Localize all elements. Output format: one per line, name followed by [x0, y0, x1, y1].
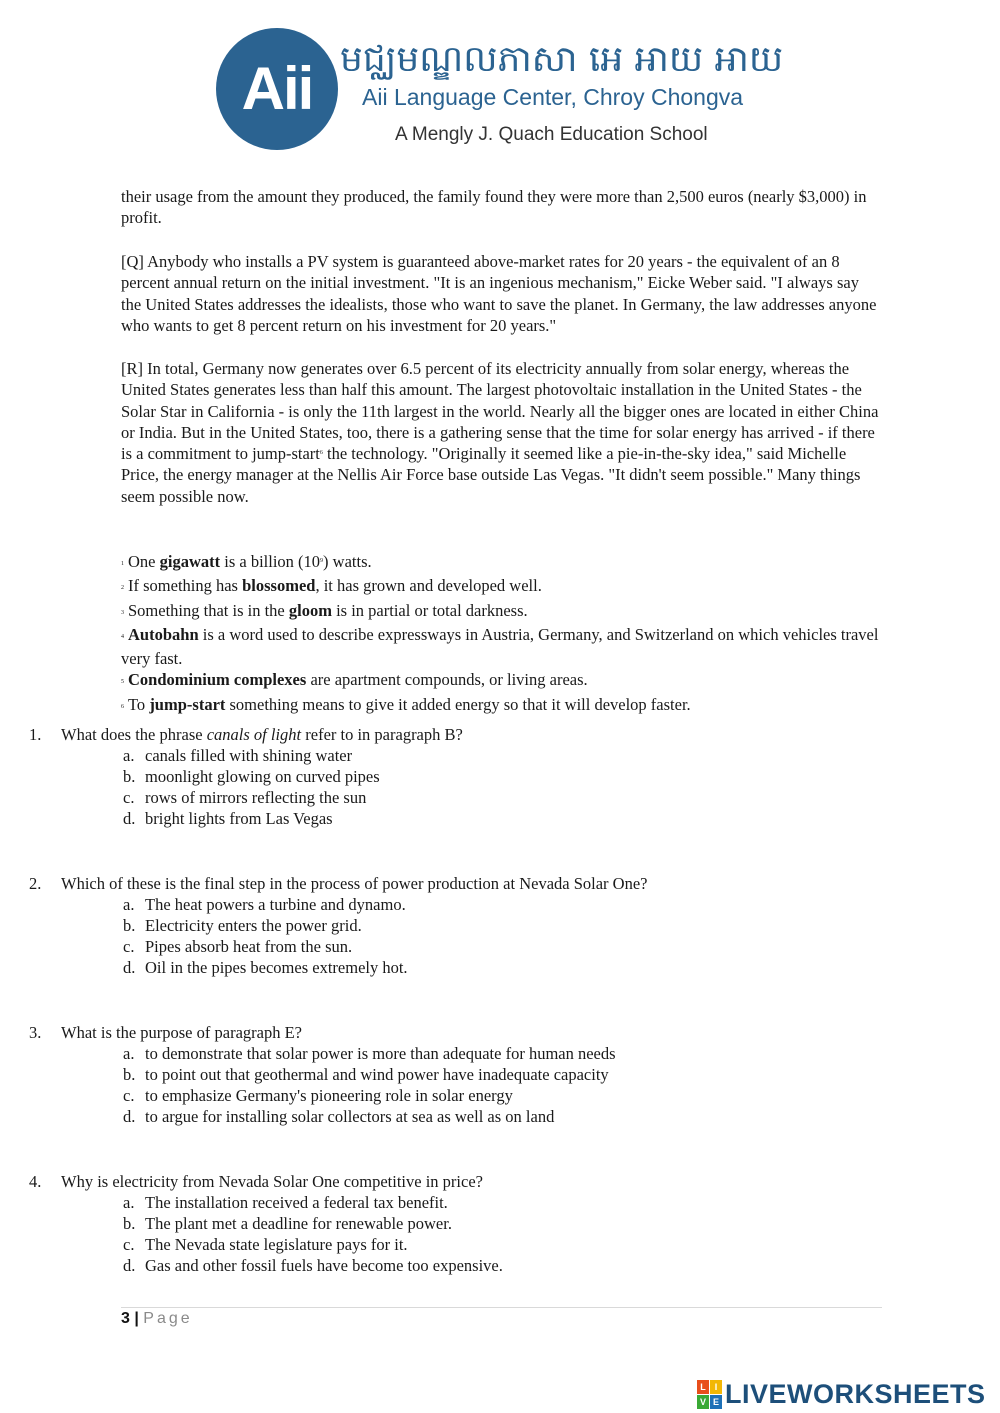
- option-letter: d.: [123, 809, 136, 828]
- answer-option[interactable]: [123, 1234, 929, 1255]
- question-3: [29, 1022, 929, 1127]
- footnote: [121, 694, 881, 718]
- footnote-number: 2: [121, 585, 124, 592]
- footnote-text: is in partial or total darkness.: [331, 600, 528, 620]
- footer-divider: [121, 1307, 882, 1308]
- option-letter: d.: [123, 1107, 136, 1126]
- question-text: Why is electricity from Nevada Solar One competitive in price?: [61, 1172, 483, 1191]
- answer-option[interactable]: [123, 766, 929, 787]
- footnote-number: 3: [121, 609, 124, 616]
- footnote-text: One: [128, 552, 160, 571]
- option-text: to emphasize Germany's pioneering role in solar energy: [145, 1086, 513, 1105]
- question-text: What is the purpose of paragraph E?: [61, 1023, 302, 1042]
- footnote-text: are apartment compounds, or living areas.: [306, 670, 588, 690]
- answer-options: [29, 1043, 929, 1127]
- footnote: [121, 575, 881, 599]
- option-letter: b.: [123, 767, 136, 786]
- option-letter: b.: [123, 1065, 136, 1084]
- footnotes: [121, 551, 881, 718]
- answer-options: [29, 1192, 929, 1276]
- footnote: [121, 669, 881, 693]
- answer-option[interactable]: [123, 894, 929, 915]
- footnote-number: 1: [121, 561, 124, 567]
- question-text: Which of these is the final step in the process of power production at Nevada Solar One?: [61, 874, 648, 893]
- answer-option[interactable]: [123, 745, 929, 766]
- footnote-term: Condominium complexes: [128, 670, 307, 690]
- footnote: [121, 600, 881, 624]
- answer-option[interactable]: [123, 1213, 929, 1234]
- paragraph-text: [Q] Anybody who installs a PV system is guaranteed above-market rates for 20 years - the equivalent of an 8 percent annual return on the initial investment. "It is an ingenious mechanism," Eicke Weber said. "I always say the United States addresses the idealists, those who want to save the planet. In Germany, the law addresses anyone who wants to get 8 percent return on his investment for 20 years.": [121, 252, 877, 335]
- footnote-number: 5: [121, 679, 124, 686]
- page-number: [121, 1310, 193, 1328]
- watermark-text: LIVEWORKSHEETS: [725, 1378, 986, 1409]
- question-text: refer to in paragraph B?: [301, 725, 463, 744]
- option-text: Oil in the pipes becomes extremely hot.: [145, 958, 408, 977]
- footnote-term: jump-start: [149, 694, 226, 714]
- option-letter: c.: [123, 1235, 135, 1254]
- logo-tile: E: [710, 1395, 722, 1409]
- footnote-text: something means to give it added energy so that it will develop faster.: [225, 694, 691, 714]
- khmer-school-name: មជ្ឈមណ្ឌលភាសា អេ អាយ អាយ: [340, 39, 784, 80]
- answer-option[interactable]: [123, 915, 929, 936]
- option-text: The installation received a federal tax benefit.: [145, 1193, 448, 1212]
- question-number: 3.: [29, 1023, 42, 1042]
- option-letter: a.: [123, 1193, 135, 1212]
- footnote-text: is a word used to describe expressways in Austria, Germany, and Switzerland on which vehicles travel very fast.: [121, 624, 879, 669]
- footnote-term: blossomed: [242, 576, 316, 596]
- answer-option[interactable]: [123, 1106, 929, 1127]
- option-text: The heat powers a turbine and dynamo.: [145, 895, 406, 914]
- footnote-number: 4: [121, 633, 124, 640]
- school-logo: [216, 28, 338, 150]
- footnote-number: 6: [121, 703, 124, 710]
- option-text: Electricity enters the power grid.: [145, 916, 362, 935]
- question-phrase: canals of light: [206, 725, 302, 744]
- footnote-text: Something that is in the: [128, 600, 289, 620]
- question-stem: [29, 873, 929, 894]
- option-text: rows of mirrors reflecting the sun: [145, 788, 367, 807]
- answer-option[interactable]: [123, 1064, 929, 1085]
- question-stem: [29, 1171, 929, 1192]
- question-4: [29, 1171, 929, 1276]
- question-stem: [29, 724, 929, 745]
- answer-options: [29, 745, 929, 829]
- paragraph-text: their usage from the amount they produced, the family found they were more than 2,500 euros (nearly $3,000) in profit.: [121, 187, 867, 228]
- question-2: [29, 873, 929, 978]
- footnote-text: ) watts.: [323, 552, 372, 571]
- option-letter: b.: [123, 1214, 136, 1233]
- footnote-term: Autobahn: [128, 624, 199, 644]
- footnote-term: gigawatt: [159, 552, 221, 571]
- footnote-reference: 6: [319, 450, 323, 457]
- paragraph-text: [121, 358, 881, 507]
- answer-option[interactable]: [123, 1085, 929, 1106]
- paragraph-q: [121, 251, 881, 336]
- answer-option[interactable]: [123, 1192, 929, 1213]
- logo-text: Aii: [241, 55, 313, 122]
- page-separator: |: [134, 1310, 139, 1327]
- option-text: bright lights from Las Vegas: [145, 809, 333, 828]
- option-text: to argue for installing solar collectors at sea as well as on land: [145, 1107, 555, 1126]
- logo-tile: V: [697, 1395, 709, 1409]
- paragraph-text-part: the technology. "Originally it seemed like a pie-in-the-sky idea," said Michelle Price, the energy manager at the Nellis Air Force base outside Las Vegas. "It didn't seem possible." Many things seem possible now.: [121, 444, 861, 506]
- question-1: [29, 724, 929, 829]
- footnote-text: To: [128, 694, 150, 714]
- answer-options: [29, 894, 929, 978]
- question-stem: [29, 1022, 929, 1043]
- option-text: Gas and other fossil fuels have become too expensive.: [145, 1256, 503, 1275]
- option-letter: a.: [123, 1044, 135, 1063]
- liveworksheets-watermark: [697, 1376, 986, 1412]
- option-text: Pipes absorb heat from the sun.: [145, 937, 353, 956]
- answer-option[interactable]: [123, 1255, 929, 1276]
- answer-option[interactable]: [123, 787, 929, 808]
- question-number: 2.: [29, 874, 42, 893]
- question-text: What does the phrase: [61, 725, 207, 744]
- option-text: moonlight glowing on curved pipes: [145, 767, 380, 786]
- paragraph-r: [121, 358, 881, 507]
- answer-option[interactable]: [123, 1043, 929, 1064]
- option-text: to point out that geothermal and wind power have inadequate capacity: [145, 1065, 609, 1084]
- answer-option[interactable]: [123, 957, 929, 978]
- option-text: canals filled with shining water: [145, 746, 353, 765]
- option-letter: c.: [123, 1086, 135, 1105]
- question-number: 1.: [29, 725, 42, 744]
- logo-tile: I: [710, 1380, 722, 1394]
- option-text: to demonstrate that solar power is more than adequate for human needs: [145, 1044, 616, 1063]
- option-letter: c.: [123, 937, 135, 956]
- center-name: Aii Language Center, Chroy Chongva: [362, 84, 744, 110]
- option-letter: a.: [123, 895, 135, 914]
- footnote-text: , it has grown and developed well.: [315, 576, 542, 596]
- footnote-text: is a billion (10: [220, 552, 321, 571]
- option-letter: d.: [123, 958, 136, 977]
- logo-tile: L: [697, 1380, 709, 1394]
- question-number: 4.: [29, 1172, 42, 1191]
- answer-option[interactable]: [123, 808, 929, 829]
- footnote: [121, 551, 881, 575]
- answer-option[interactable]: [123, 936, 929, 957]
- option-letter: a.: [123, 746, 135, 765]
- option-text: The Nevada state legislature pays for it.: [145, 1235, 408, 1254]
- page-number-value: 3: [121, 1310, 130, 1327]
- option-letter: b.: [123, 916, 136, 935]
- footnote: [121, 624, 881, 670]
- paragraph-text-part: [R] In total, Germany now generates over 6.5 percent of its electricity annually from solar energy, whereas the United States generates less than half this amount. The largest photovoltaic installation in the United States - the Solar Star in California - is only the 11th largest in the world. Nearly all the bigger ones are located in either China or India. But in the United States, too, there is a gathering sense that the time for solar energy has arrived - if there is a commitment to jump-start: [121, 359, 879, 464]
- option-letter: d.: [123, 1256, 136, 1275]
- option-letter: c.: [123, 788, 135, 807]
- page-label: Page: [143, 1310, 193, 1327]
- paragraph-continued: [121, 186, 881, 229]
- footnote-text: If something has: [128, 576, 243, 596]
- school-subtitle: A Mengly J. Quach Education School: [395, 124, 708, 145]
- option-text: The plant met a deadline for renewable power.: [145, 1214, 452, 1233]
- liveworksheets-logo-icon: [697, 1380, 721, 1408]
- exponent: 9: [320, 558, 324, 564]
- footnote-term: gloom: [288, 600, 332, 620]
